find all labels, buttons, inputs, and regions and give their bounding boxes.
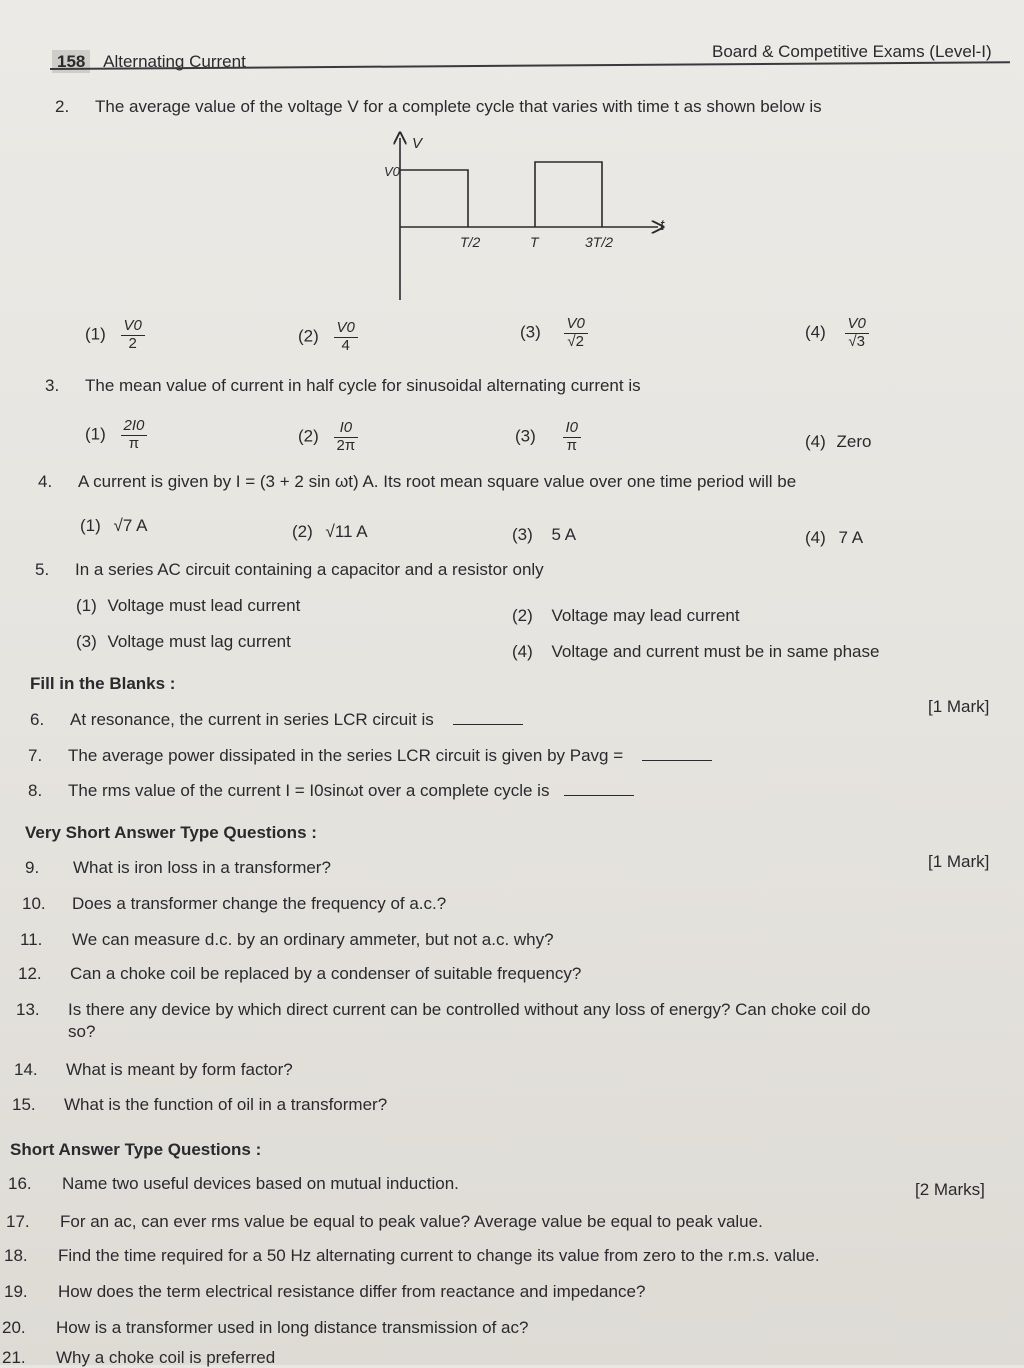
question-number: 4.	[38, 472, 53, 491]
question-17	[6, 1212, 763, 1232]
denominator: 4	[341, 336, 350, 354]
question-number: 18.	[4, 1246, 28, 1265]
question-21	[2, 1348, 275, 1368]
section-very-short: Very Short Answer Type Questions :	[25, 823, 317, 842]
very-short-mark: [1 Mark]	[928, 852, 990, 871]
question-number: 20.	[2, 1318, 26, 1337]
question-11	[20, 930, 554, 950]
q2-option-3[interactable]	[520, 316, 588, 350]
question-14	[14, 1060, 293, 1080]
question-text: Find the time required for a 50 Hz alternating current to change its value from zero to the r.m.s. value.	[58, 1246, 820, 1265]
question-text: What is the function of oil in a transformer?	[64, 1095, 388, 1114]
numerator: I0	[563, 420, 582, 438]
question-19	[4, 1282, 645, 1302]
q2-option-1[interactable]	[85, 318, 145, 352]
fraction	[121, 418, 148, 452]
option-text: Voltage and current must be in same phase	[551, 642, 880, 661]
pulse-2	[535, 162, 602, 227]
option-label: (4)	[805, 322, 826, 342]
question-text: How does the term electrical resistance differ from reactance and impedance?	[58, 1282, 646, 1301]
page-header-right: Board & Competitive Exams (Level-I)	[712, 42, 992, 61]
option-label: (1)	[80, 516, 101, 535]
question-text: Can a choke coil be replaced by a condenser of suitable frequency?	[70, 964, 582, 983]
denominator: 2π	[336, 436, 356, 454]
question-number: 3.	[45, 376, 60, 395]
question-number: 9.	[25, 858, 40, 877]
question-text: Does a transformer change the frequency of a.c.?	[72, 894, 447, 913]
question-text: Is there any device by which direct current can be controlled without any loss of energy? Can choke coil do	[68, 1000, 871, 1019]
option-label: (1)	[85, 424, 106, 444]
question-10	[22, 894, 446, 914]
option-label: (2)	[512, 606, 533, 625]
q3-option-2[interactable]	[298, 420, 358, 454]
question-number: 12.	[18, 964, 42, 983]
q5-option-2[interactable]	[512, 606, 740, 626]
q4-option-4[interactable]	[805, 528, 863, 548]
option-label: (2)	[298, 426, 319, 446]
question-4	[38, 472, 796, 492]
option-label: (3)	[515, 426, 536, 446]
question-number: 6.	[30, 710, 45, 729]
y-tick-v0: V0	[384, 164, 400, 179]
denominator: 2	[128, 334, 137, 352]
short-mark: [2 Marks]	[915, 1180, 985, 1199]
question-number: 5.	[35, 560, 50, 579]
question-2	[55, 97, 822, 117]
numerator: V0	[564, 316, 588, 334]
option-label: (4)	[805, 528, 826, 547]
question-7	[28, 746, 712, 766]
q2-option-4[interactable]	[805, 316, 869, 350]
numerator: V0	[121, 318, 145, 336]
question-number: 16.	[8, 1174, 32, 1193]
option-label: (2)	[298, 326, 319, 346]
q5-option-4[interactable]	[512, 642, 879, 662]
option-text: Zero	[836, 432, 872, 451]
option-text: 7 A	[838, 528, 864, 547]
question-12	[18, 964, 581, 984]
question-18	[4, 1246, 820, 1266]
question-text: Name two useful devices based on mutual induction.	[62, 1174, 459, 1193]
denominator: √2	[567, 332, 584, 350]
option-label: (3)	[512, 525, 533, 544]
question-number: 8.	[28, 781, 43, 800]
question-text: For an ac, can ever rms value be equal to peak value? Average value be equal to peak value.	[60, 1212, 763, 1231]
option-label: (1)	[85, 324, 106, 344]
section-fill-blanks: Fill in the Blanks :	[30, 674, 176, 693]
question-16	[8, 1174, 459, 1194]
numerator: I0	[334, 420, 359, 438]
denominator: √3	[848, 332, 865, 350]
option-label: (4)	[512, 642, 533, 661]
fraction	[563, 420, 582, 454]
option-label: (2)	[292, 522, 313, 541]
option-text: √11 A	[325, 522, 368, 541]
question-number: 19.	[4, 1282, 28, 1301]
option-label: (3)	[520, 322, 541, 342]
x-tick-half-t: T/2	[460, 234, 481, 250]
option-text: √7 A	[113, 516, 148, 535]
answer-blank[interactable]	[564, 794, 634, 796]
option-label: (4)	[805, 432, 826, 451]
question-text: A current is given by I = (3 + 2 sin ωt) A. Its root mean square value over one time period will be	[78, 472, 797, 491]
fraction	[121, 318, 145, 352]
x-tick-three-half-t: 3T/2	[585, 234, 614, 250]
denominator: π	[566, 436, 577, 454]
pulse-1	[400, 170, 468, 227]
option-text: Voltage may lead current	[551, 606, 740, 625]
question-text: Why a choke coil is preferred	[56, 1348, 276, 1367]
fraction	[845, 316, 869, 350]
answer-blank[interactable]	[642, 759, 712, 761]
question-text: In a series AC circuit containing a capacitor and a resistor only	[75, 560, 544, 579]
q4-option-2[interactable]	[292, 522, 368, 542]
q5-option-3[interactable]	[76, 632, 291, 652]
q3-option-4[interactable]	[805, 432, 871, 452]
q4-option-1[interactable]	[80, 516, 147, 536]
question-number: 17.	[6, 1212, 30, 1231]
q4-option-3[interactable]	[512, 525, 576, 545]
question-text: The average power dissipated in the series LCR circuit is given by Pavg =	[68, 746, 624, 765]
question-13-continued: so?	[68, 1022, 96, 1041]
question-3	[45, 376, 641, 396]
question-text: What is iron loss in a transformer?	[73, 858, 331, 877]
question-15	[12, 1095, 387, 1115]
question-number: 7.	[28, 746, 43, 765]
question-number: 10.	[22, 894, 46, 913]
question-8	[28, 781, 634, 801]
q3-option-3[interactable]	[515, 420, 581, 454]
q2-option-2[interactable]	[298, 320, 358, 354]
chapter-title: Alternating Current	[103, 52, 246, 71]
option-text: 5 A	[551, 525, 577, 544]
denominator: π	[128, 434, 140, 452]
option-text: Voltage must lag current	[107, 632, 291, 651]
question-text: We can measure d.c. by an ordinary ammeter, but not a.c. why?	[72, 930, 554, 949]
question-text: The average value of the voltage V for a complete cycle that varies with time t as shown below is	[95, 97, 822, 116]
question-9	[25, 858, 331, 878]
q5-option-1[interactable]	[76, 596, 300, 616]
question-text: The rms value of the current I = I0sinωt over a complete cycle is	[68, 781, 550, 800]
answer-blank[interactable]	[453, 723, 523, 725]
square-wave-graph	[380, 130, 680, 310]
question-5	[35, 560, 544, 580]
numerator: 2I0	[121, 418, 148, 436]
option-label: (3)	[76, 632, 97, 651]
question-text: What is meant by form factor?	[66, 1060, 293, 1079]
question-number: 15.	[12, 1095, 36, 1114]
x-axis-label: t	[660, 217, 665, 234]
option-text: Voltage must lead current	[107, 596, 301, 615]
x-tick-t: T	[530, 234, 539, 250]
question-text: At resonance, the current in series LCR circuit is	[70, 710, 434, 729]
question-text: How is a transformer used in long distance transmission of ac?	[56, 1318, 529, 1337]
question-number: 11.	[20, 930, 43, 949]
numerator: V0	[334, 320, 358, 338]
option-label: (1)	[76, 596, 97, 615]
section-short: Short Answer Type Questions :	[10, 1140, 262, 1159]
question-number: 2.	[55, 97, 70, 116]
question-13	[16, 1000, 870, 1020]
fraction	[564, 316, 588, 350]
question-number: 21.	[2, 1348, 26, 1367]
numerator: V0	[845, 316, 869, 334]
question-number: 13.	[16, 1000, 40, 1019]
question-20	[2, 1318, 528, 1338]
q3-option-1[interactable]	[85, 418, 147, 452]
question-6	[30, 710, 523, 730]
question-number: 14.	[14, 1060, 38, 1079]
fill-blanks-mark: [1 Mark]	[928, 697, 990, 716]
y-axis-label: V	[412, 135, 423, 152]
page-number: 158	[52, 50, 90, 73]
question-text: The mean value of current in half cycle for sinusoidal alternating current is	[85, 376, 641, 395]
fraction	[334, 420, 359, 454]
fraction	[334, 320, 358, 354]
